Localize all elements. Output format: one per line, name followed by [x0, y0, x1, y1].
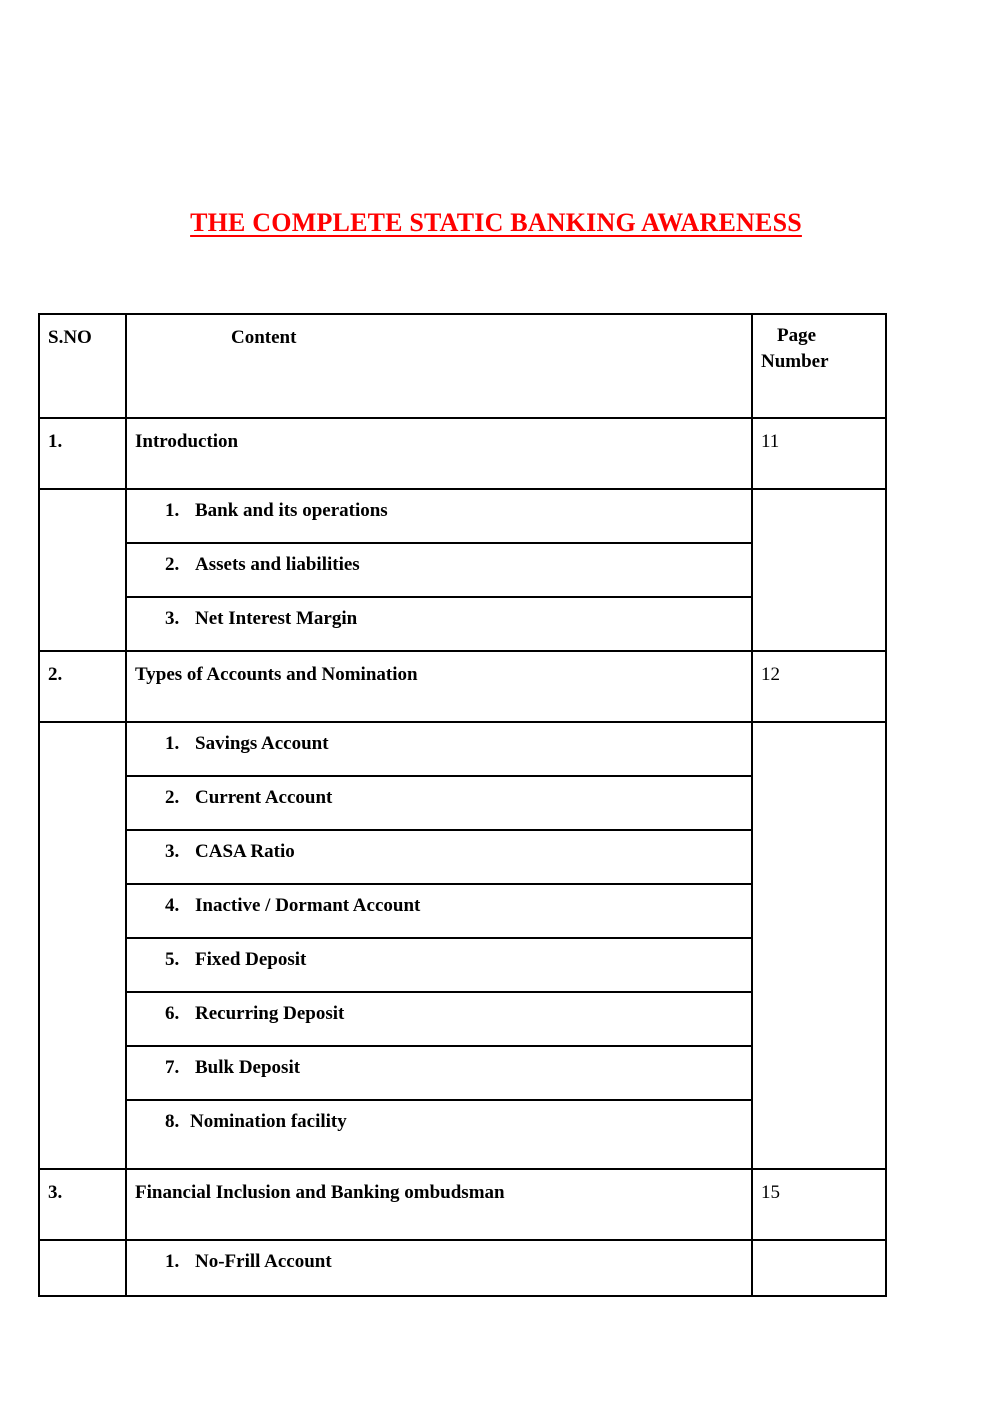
item-label: Bank and its operations: [195, 500, 388, 521]
empty-cell: [39, 1240, 126, 1296]
list-item: [126, 722, 752, 776]
table-row: [39, 418, 886, 489]
list-item: [126, 543, 752, 597]
list-item: [126, 992, 752, 1046]
empty-cell: [39, 722, 126, 1169]
item-number: 4.: [165, 895, 180, 916]
list-item: [126, 884, 752, 938]
item-number: 2.: [165, 787, 180, 808]
item-label: Bulk Deposit: [195, 1057, 301, 1078]
table-row: [39, 1240, 886, 1296]
item-label: Net Interest Margin: [195, 608, 358, 629]
item-label: No-Frill Account: [195, 1251, 332, 1272]
section-title: Financial Inclusion and Banking ombudsman: [126, 1169, 752, 1240]
item-label: Inactive / Dormant Account: [195, 895, 421, 916]
item-number: 1.: [165, 500, 180, 521]
item-number: 8.: [165, 1111, 180, 1132]
list-item: [126, 830, 752, 884]
item-label: Fixed Deposit: [195, 949, 307, 970]
item-label: CASA Ratio: [195, 841, 295, 862]
section-number: 1.: [39, 418, 126, 489]
empty-cell: [39, 489, 126, 651]
section-title: Introduction: [126, 418, 752, 489]
empty-cell: [752, 1240, 886, 1296]
section-number: 3.: [39, 1169, 126, 1240]
item-label: Nomination facility: [190, 1111, 347, 1132]
item-number: 1.: [165, 733, 180, 754]
item-label: Assets and liabilities: [195, 554, 360, 575]
table-row: [39, 722, 886, 776]
item-number: 3.: [165, 841, 180, 862]
item-label: Current Account: [195, 787, 333, 808]
list-item: [126, 597, 752, 651]
section-page: 11: [752, 418, 886, 489]
section-page: 12: [752, 651, 886, 722]
header-sno: S.NO: [39, 314, 126, 418]
list-item: [126, 1100, 752, 1169]
empty-cell: [752, 489, 886, 651]
table-header-row: [39, 314, 886, 418]
section-title: Types of Accounts and Nomination: [126, 651, 752, 722]
empty-cell: [752, 722, 886, 1169]
item-number: 5.: [165, 949, 180, 970]
section-page: 15: [752, 1169, 886, 1240]
header-page-line1: Page: [777, 325, 817, 346]
item-label: Recurring Deposit: [195, 1003, 345, 1024]
list-item: [126, 1046, 752, 1100]
section-number: 2.: [39, 651, 126, 722]
table-row: [39, 651, 886, 722]
item-number: 3.: [165, 608, 180, 629]
header-content-label: Content: [231, 327, 297, 348]
list-item: [126, 1240, 752, 1296]
item-label: Savings Account: [195, 733, 329, 754]
item-number: 7.: [165, 1057, 180, 1078]
list-item: [126, 938, 752, 992]
header-page-number: [752, 314, 886, 418]
document-title: THE COMPLETE STATIC BANKING AWARENESS: [190, 208, 802, 237]
item-number: 1.: [165, 1251, 180, 1272]
list-item: [126, 776, 752, 830]
item-number: 6.: [165, 1003, 180, 1024]
table-row: [39, 489, 886, 543]
list-item: [126, 489, 752, 543]
table-of-contents: [38, 313, 887, 1297]
header-content: [126, 314, 752, 418]
table-row: [39, 1169, 886, 1240]
item-number: 2.: [165, 554, 180, 575]
header-page-line2: Number: [761, 351, 829, 372]
